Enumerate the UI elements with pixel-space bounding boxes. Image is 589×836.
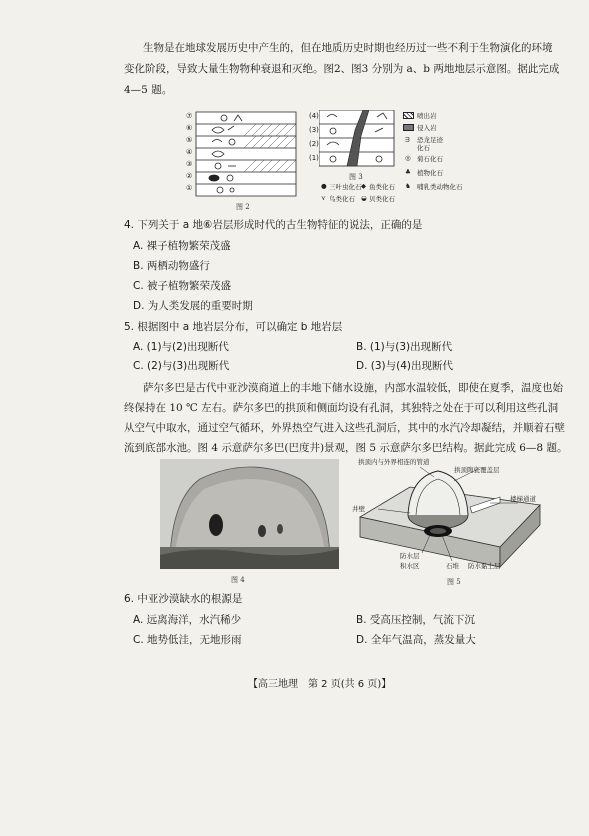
legend-mammal-icon: ♞	[405, 182, 411, 190]
intro2-line-4: 流到底部水池。图 4 示意萨尔多巴(巴度井)景观，图 5 示意萨尔多巴结构。据此完成 6—8 题。	[124, 442, 568, 454]
fig2-layer-2: ②	[186, 172, 193, 180]
intro-line-2: 变化阶段，导致大量生物物种衰退和灭绝。图2、图3 分别为 a、b 两地地层示意图。据此完成	[124, 63, 560, 75]
legend-shell-icon: ◒	[361, 194, 367, 202]
q5-option-b: B. (1)与(3)出现断代	[356, 341, 453, 353]
fig3-layer-4: (4)	[309, 112, 319, 120]
fig5-label-waterproof: 防水层	[400, 552, 420, 560]
figure-2-caption: 图 2	[236, 203, 250, 211]
intro-line-1: 生物是在地球发展历史中产生的，但在地质历史时期也经历过一些不利于生物演化的环境	[143, 42, 553, 54]
figure-3-caption: 图 3	[349, 173, 363, 181]
legend-bird-icon: ⋎	[321, 194, 326, 202]
figure-4-photo	[160, 459, 339, 569]
fig3-layer-2: (2)	[309, 140, 319, 148]
figure-5-diagram	[350, 457, 550, 575]
fig5-label-pipe: 拱顶内与外界相连的管道	[358, 458, 430, 466]
q5-stem: 5. 根据图中 a 地岩层分布，可以确定 b 地岩层	[124, 321, 343, 333]
legend-ammonite-icon: ◎	[405, 154, 411, 162]
fig5-label-stair: 楼梯通道	[510, 495, 536, 503]
intro2-line-1: 萨尔多巴是古代中亚沙漠商道上的丰地下储水设施，内部水温较低，即使在夏季，温度也始	[143, 382, 563, 394]
legend-bird-label: 鸟类化石	[329, 195, 355, 203]
q6-option-a: A. 远离海洋，水汽稀少	[133, 614, 242, 626]
q4-option-d: D. 为人类发展的重要时期	[133, 300, 253, 312]
legend-fish-label: 鱼类化石	[369, 183, 395, 191]
legend-extrusive-label: 喷出岩	[417, 112, 437, 120]
figure-5-caption: 图 5	[447, 578, 461, 586]
fig5-label-clay: 防水黏土层	[468, 562, 501, 570]
legend-extrusive-swatch	[403, 112, 414, 119]
q6-option-d: D. 全年气温高，蒸发量大	[356, 634, 476, 646]
legend-ammonite-label: 菊石化石	[417, 155, 443, 163]
fig2-layer-4: ④	[186, 148, 193, 156]
figure-3-strata	[319, 110, 399, 170]
fig3-layer-3: (3)	[309, 126, 319, 134]
fig2-layer-5: ⑤	[186, 136, 193, 144]
figure-5	[350, 457, 550, 575]
fig5-label-ceramic: 拱顶陶瓷覆盖层	[454, 466, 500, 474]
legend-mammal-label: 哺乳类动物化石	[417, 183, 463, 191]
figure-3	[309, 108, 463, 206]
legend-trilobite-icon: ●	[321, 182, 327, 190]
q4-option-c: C. 被子植物繁荣茂盛	[133, 280, 232, 292]
figure-2	[184, 110, 304, 214]
fig2-layer-3: ③	[186, 160, 193, 168]
fig2-layer-6: ⑥	[186, 124, 193, 132]
intro2-line-2: 终保持在 10 ℃ 左右。萨尔多巴的拱顶和侧面均设有孔洞，其独特之处在于可以利用这些孔洞	[124, 402, 559, 414]
q5-option-a: A. (1)与(2)出现断代	[133, 341, 229, 353]
q5-option-c: C. (2)与(3)出现断代	[133, 360, 230, 372]
legend-plant-label: 植物化石	[417, 169, 443, 177]
legend-dino-label: 恐龙足迹	[417, 136, 443, 144]
intro2-line-3: 从空气中取水，通过空气循环，外界热空气进入这些孔洞后，其中的水汽冷却凝结，并顺着石壁	[124, 422, 565, 434]
fig3-layer-1: (1)	[309, 154, 319, 162]
q6-option-b: B. 受高压控制，气流下沉	[356, 614, 475, 626]
sardoba-photo-illustration	[160, 459, 339, 569]
legend-dino-icon: ᗱ	[405, 136, 410, 144]
legend-trilobite-label: 三叶虫化石	[329, 183, 362, 191]
fig5-label-pool: 积水区	[400, 562, 420, 570]
fig5-label-wall: 井壁	[352, 505, 365, 513]
legend-intrusive-label: 侵入岩	[417, 124, 437, 132]
fig2-layer-7: ⑦	[186, 112, 193, 120]
q4-stem: 4. 下列关于 a 地⑥岩层形成时代的古生物特征的说法，正确的是	[124, 219, 423, 231]
legend-intrusive-swatch	[403, 124, 414, 131]
legend-dino-label-2: 化石	[417, 144, 430, 152]
legend-shell-label: 贝类化石	[369, 195, 395, 203]
q6-option-c: C. 地势低洼，无地形雨	[133, 634, 242, 646]
q4-option-b: B. 两栖动物盛行	[133, 260, 210, 272]
intro-line-3: 4—5 题。	[124, 84, 173, 96]
legend-fish-icon: ◆	[361, 182, 366, 190]
legend-plant-icon: ♣	[405, 168, 411, 176]
q4-option-a: A. 裸子植物繁荣茂盛	[133, 240, 231, 252]
figure-4-caption: 图 4	[231, 576, 245, 584]
fig5-label-stones: 石堆	[446, 562, 459, 570]
page-footer: 【高三地理 第 2 页(共 6 页)】	[248, 679, 392, 690]
q5-option-d: D. (3)与(4)出现断代	[356, 360, 454, 372]
fig2-layer-1: ①	[186, 184, 193, 192]
q6-stem: 6. 中亚沙漠缺水的根源是	[124, 593, 243, 605]
figure-2-strata	[184, 110, 304, 200]
